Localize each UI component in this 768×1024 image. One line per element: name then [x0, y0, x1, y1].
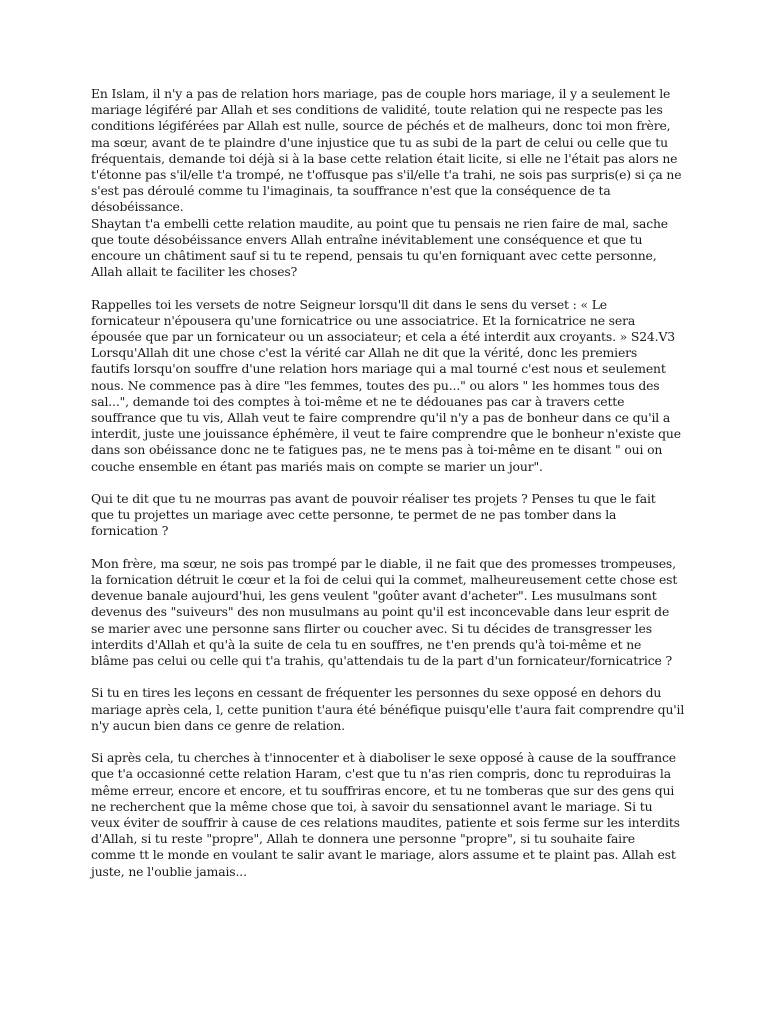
- paragraph-4: Qui te dit que tu ne mourras pas avant de pouvoir réaliser tes projets ? Penses tu que le fait que tu projettes un mariage avec cette personne, te permet de ne pas tomber dans la fornication ?: [91, 491, 656, 539]
- paragraph-2: Shaytan t'a embelli cette relation maudite, au point que tu pensais ne rien faire de mal, sache que toute désobéissance envers Allah entraîne inévitablement une conséquence et que tu encoure un châtiment sauf si tu te repend, pensais tu qu'en forniquant avec cette personne, Allah allait te faciliter les choses?: [91, 215, 668, 280]
- paragraph-3: Rappelles toi les versets de notre Seigneur lorsqu'll dit dans le sens du verset : « Le fornicateur n'épousera qu'une fornicatrice ou une associatrice. Et la fornicatrice ne sera épousée que par un fornicateur ou un associateur; et cela a été interdit aux croyants. » S24.V3 Lorsqu'Allah dit une chose c'est la vérité car Allah ne dit que la vérité, donc les premiers fautifs lorsqu'on souffre d'une relation hors mariage qui a mal tourné c'est nous et seulement nous. Ne commence pas à dire "les femmes, toutes des pu..." ou alors " les hommes tous des sal...", demande toi des comptes à toi-même et ne te dédouanes pas car à travers cette souffrance que tu vis, Allah veut te faire comprendre qu'il n'y a pas de bonheur dans ce qu'il a interdit, juste une jouissance éphémère, il veut te faire comprendre que le bonheur n'existe que dans son obéissance donc ne te fatigues pas, ne te mens pas à toi-même en te disant " oui on couche ensemble en étant pas mariés mais on compte se marier un jour".: [91, 296, 681, 474]
- paragraph-5: Mon frère, ma sœur, ne sois pas trompé par le diable, il ne fait que des promesses trompeuses, la fornication détruit le cœur et la foi de celui qui la commet, malheureusement cette chose est devenue banale aujourd'hui, les gens veulent "goûter avant d'acheter". Les musulmans sont devenus des "suiveurs" des non musulmans au point qu'il est inconcevable dans leur esprit de se marier avec une personne sans flirter ou coucher avec. Si tu décides de transgresser les interdits d'Allah et qu'à la suite de cela tu en souffres, ne t'en prends qu'à toi-même et ne blâme pas celui ou celle qui t'a trahis, qu'attendais tu de la part d'un fornicateur/fornicatrice ?: [91, 555, 678, 669]
- document-page: [91, 86, 709, 896]
- paragraph-1: En Islam, il n'y a pas de relation hors mariage, pas de couple hors mariage, il y a seulement le mariage légiféré par Allah et ses conditions de validité, toute relation qui ne respecte pas les conditions légiférées par Allah est nulle, source de péchés et de malheurs, donc toi mon frère, ma sœur, avant de te plaindre d'une injustice que tu as subi de la part de celui ou celle que tu fréquentais, demande toi déjà si à la base cette relation était licite, si elle ne l'était pas alors ne t'étonne pas s'il/elle t'a trompé, ne t'offusque pas s'il/elle t'a trahi, ne sois pas surpris(e) si ça ne s'est pas déroulé comme tu l'imaginais, ta souffrance n'est que la conséquence de ta désobéissance.: [91, 86, 682, 215]
- paragraph-6: Si tu en tires les leçons en cessant de fréquenter les personnes du sexe opposé en dehors du mariage après cela, l, cette punition t'aura été bénéfique puisqu'elle t'aura fait comprendre qu'il n'y aucun bien dans ce genre de relation.: [91, 685, 685, 733]
- paragraph-7: Si après cela, tu cherches à t'innocenter et à diaboliser le sexe opposé à cause de la souffrance que t'a occasionné cette relation Haram, c'est que tu n'as rien compris, donc tu reproduiras la même erreur, encore et encore, et tu souffriras encore, et tu ne tomberas que sur des gens qui ne recherchent que la même chose que toi, à savoir du sensationnel avant le mariage. Si tu veux éviter de souffrir à cause de ces relations maudites, patiente et sois ferme sur les interdits d'Allah, si tu reste "propre", Allah te donnera une personne "propre", si tu souhaite faire comme tt le monde en voulant te salir avant le mariage, alors assume et te plaint pas. Allah est juste, ne l'oublie jamais...: [91, 750, 680, 879]
